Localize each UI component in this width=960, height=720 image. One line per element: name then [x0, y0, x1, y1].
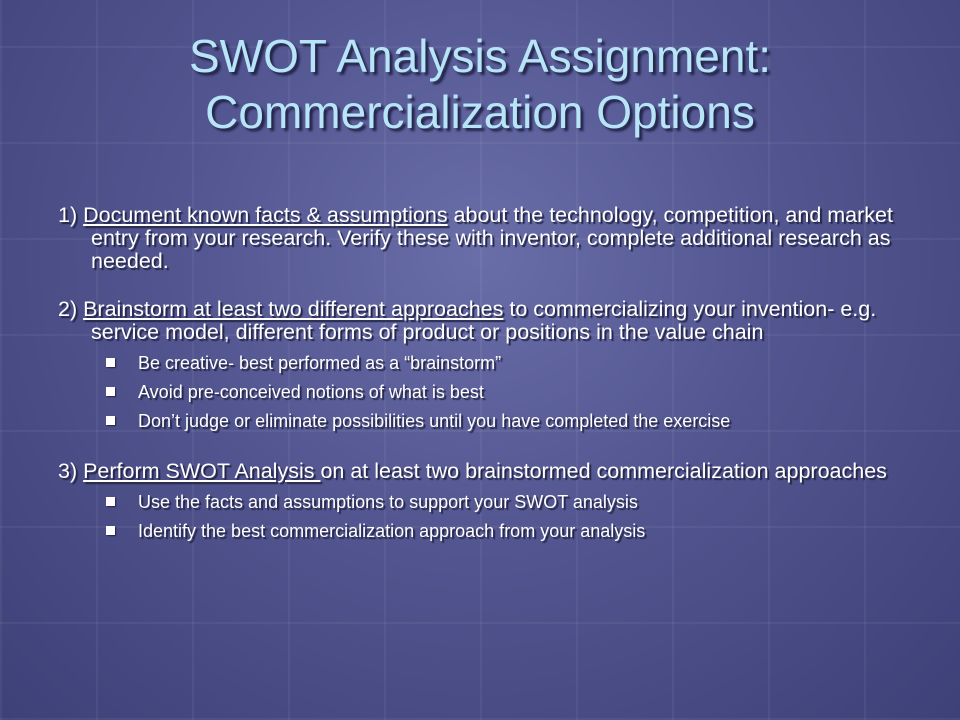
square-bullet-icon: [106, 387, 115, 396]
step-2-bullet-1: [58, 354, 918, 373]
step-1-underlined: Document known facts & assumptions: [83, 203, 448, 227]
step-3: [58, 460, 918, 483]
square-bullet-icon: [106, 416, 115, 425]
step-3-bullet-1: [58, 493, 918, 512]
step-2-text: to commercializing your invention- e.g. service model, different forms of product or positions in the value chain: [91, 297, 877, 344]
step-1: [58, 204, 918, 273]
title-line-2: Commercialization Options: [205, 86, 755, 138]
bullet-text: Use the facts and assumptions to support your SWOT analysis: [138, 492, 638, 512]
step-2-bullet-2: [58, 383, 918, 402]
step-3-text: on at least two brainstormed commercialization approaches: [320, 459, 887, 483]
square-bullet-icon: [106, 358, 115, 367]
bullet-text: Be creative- best performed as a “brainstorm”: [138, 353, 502, 373]
bullet-text: Identify the best commercialization approach from your analysis: [138, 521, 646, 541]
bullet-text: Avoid pre-conceived notions of what is best: [138, 382, 484, 402]
step-2: [58, 298, 918, 344]
step-2-bullet-3: [58, 412, 918, 431]
step-3-number: 3): [58, 459, 84, 483]
slide-content: [58, 204, 918, 541]
step-2-underlined: Brainstorm at least two different approaches: [83, 297, 504, 321]
slide-title: [60, 28, 900, 140]
step-3-bullet-2: [58, 522, 918, 541]
title-line-1: SWOT Analysis Assignment:: [188, 30, 772, 82]
step-1-number: 1): [58, 203, 84, 227]
step-3-underlined: Perform SWOT Analysis: [83, 459, 321, 483]
step-1-text: about the technology, competition, and market entry from your research. Verify these with inventor, complete additional research as needed.: [91, 203, 893, 273]
step-2-number: 2): [58, 297, 84, 321]
bullet-text: Don’t judge or eliminate possibilities until you have completed the exercise: [138, 411, 731, 431]
square-bullet-icon: [106, 497, 115, 506]
square-bullet-icon: [106, 526, 115, 535]
